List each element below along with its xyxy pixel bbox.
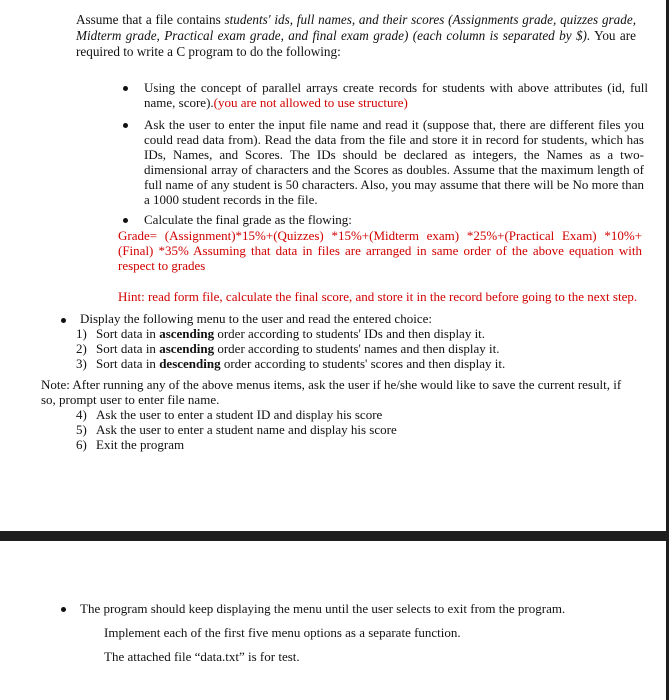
bullet-calc-label: Calculate the final grade as the flowing: [144, 212, 352, 227]
bullet-dot [123, 123, 128, 128]
bullet-dot [61, 318, 66, 323]
bullet-dot [123, 86, 128, 91]
menu-item-1: 1) Sort data in ascending order according to students' IDs and then display it. [76, 326, 486, 341]
data-file-text: The attached file “data.txt” is for test. [104, 649, 300, 664]
no-structure-note: (you are not allowed to use structure) [213, 95, 408, 110]
save-note: Note: After running any of the above menus items, ask the user if he/she would like to save the current result, if so, prompt user to enter file name. [41, 377, 622, 407]
intro-paragraph [76, 12, 636, 60]
bullet-parallel-arrays: Using the concept of parallel arrays create records for students with above attributes (id, full name, score).(you are not allowed to use structure) [144, 80, 648, 110]
intro-end-text: You are required to write a C program to do the following: [76, 28, 636, 59]
keep-menu-text: The program should keep displaying the menu until the user selects to exit from the program. [80, 601, 566, 616]
intro-italic-text: students' ids, full names, and their scores (Assignments grade, quizzes grade, Midterm grade, Practical exam grade, and final exam grade) (each column is separated by $). [76, 12, 637, 43]
hint-text: Hint: read form file, calculate the final score, and store it in the record before going to the next step. [118, 289, 638, 304]
menu-item-3: 3) Sort data in descending order according to students' scores and then display it. [76, 356, 506, 371]
page-divider [0, 531, 669, 541]
bullet-read-file: Ask the user to enter the input file name and read it (suppose that, there are different files you could read data from). Read the data from the file and store it in record for students, which has IDs, Names, and Scores. The IDs should be declared as integers, the Names as a two-dimensional array of characters and the Scores as doubles. Assume that the maximum length of full name of any student is 50 characters. Also, you may assume that there will be No more than a 1000 student records in the file. [144, 117, 644, 207]
bullet-dot [123, 218, 128, 223]
grade-formula: Grade= (Assignment)*15%+(Quizzes) *15%+(Midterm exam) *25%+(Practical Exam) *10%+(Final) *35% Assuming that data in files are arranged in same order of the above equation with respect to grades [118, 228, 642, 273]
functions-text: Implement each of the first five menu options as a separate function. [104, 625, 461, 640]
menu-item-2: 2) Sort data in ascending order according to students' names and then display it. [76, 341, 500, 356]
menu-item-5: 5) Ask the user to enter a student name and display his score [76, 422, 397, 437]
menu-item-4: 4) Ask the user to enter a student ID and display his score [76, 407, 383, 422]
menu-intro: Display the following menu to the user and read the entered choice: [80, 311, 432, 326]
bullet-dot [61, 607, 66, 612]
document-page-2 [0, 541, 669, 700]
menu-item-6: 6) Exit the program [76, 437, 185, 452]
intro-text: Assume that a file contains [76, 12, 225, 27]
